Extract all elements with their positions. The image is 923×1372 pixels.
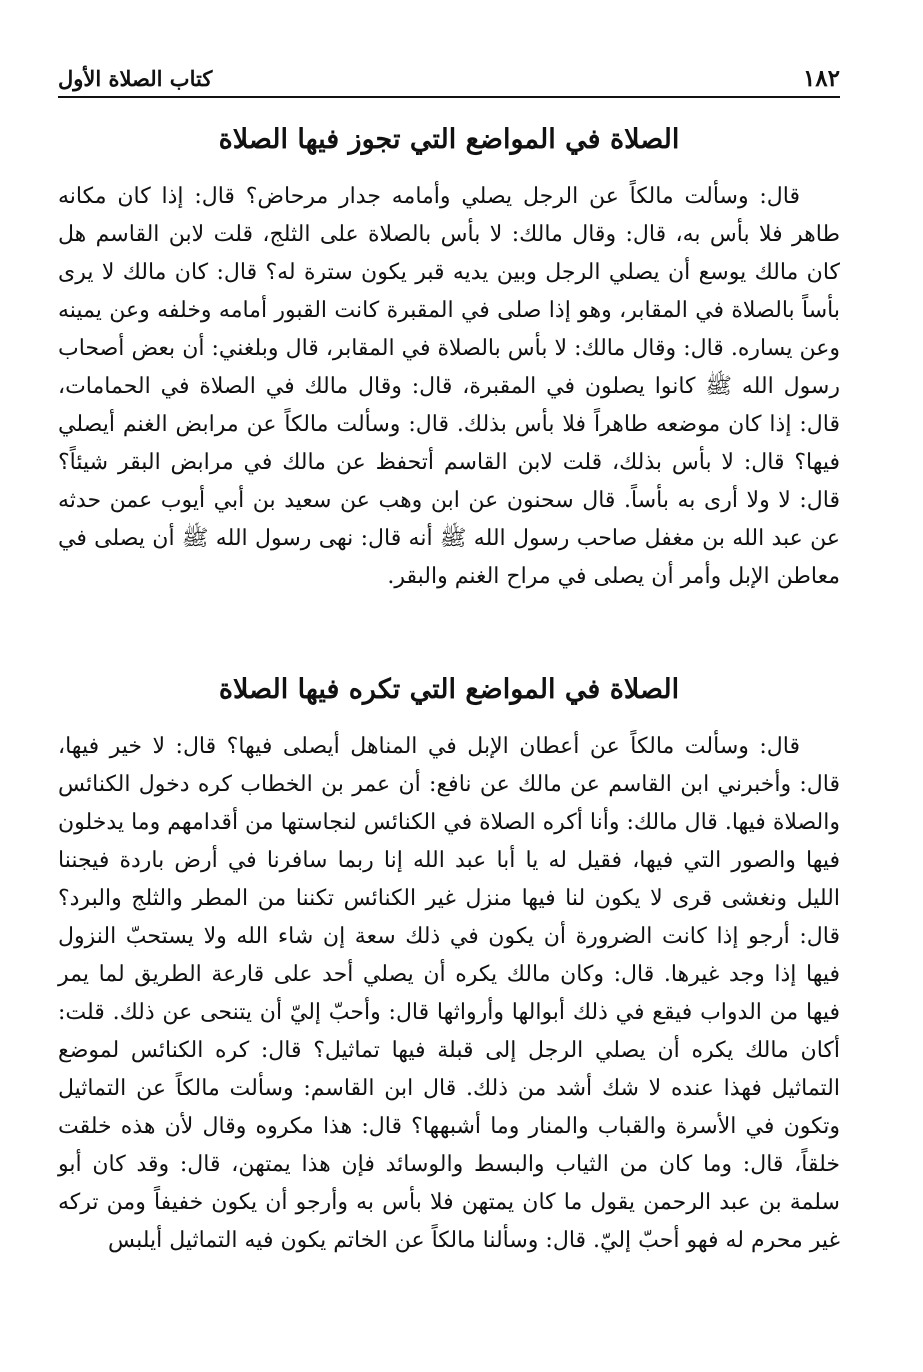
section-body <box>58 178 840 596</box>
running-header <box>58 60 840 98</box>
page-number: ١٨٢ <box>802 64 840 92</box>
paragraph: قال: وسألت مالكاً عن الرجل يصلي وأمامه جدار مرحاض؟ قال: إذا كان مكانه طاهر فلا بأس به، قال: وقال مالك: لا بأس بالصلاة على الثلج، قلت لابن القاسم هل كان مالك يوسع أن يصلي الرجل وبين يديه قبر يكون سترة له؟ قال: كان مالك لا يرى بأساً بالصلاة في المقابر، وهو إذا صلى في المقبرة كانت القبور أمامه وخلفه وعن يمينه وعن يساره. قال: وقال مالك: لا بأس بالصلاة في المقابر، قال وبلغني: أن بعض أصحاب رسول الله ﷺ كانوا يصلون في المقبرة، قال: وقال مالك في الصلاة في الحمامات، قال: إذا كان موضعه طاهراً فلا بأس بذلك. قال: وسألت مالكاً عن مرابض الغنم أيصلي فيها؟ قال: لا بأس بذلك، قلت لابن القاسم أتحفظ عن مالك في مرابض البقر شيئاً؟ قال: لا ولا أرى به بأساً. قال سحنون عن ابن وهب عن سعيد بن أبي أيوب عمن حدثه عن عبد الله بن مغفل صاحب رسول الله ﷺ أنه قال: نهى رسول الله ﷺ أن يصلى في معاطن الإبل وأمر أن يصلى في مراح الغنم والبقر. <box>58 184 841 589</box>
book-title: كتاب الصلاة الأول <box>58 65 213 91</box>
paragraph: قال: وسألت مالكاً عن أعطان الإبل في المناهل أيصلى فيها؟ قال: لا خير فيها، قال: وأخبرني ابن القاسم عن مالك عن نافع: أن عمر بن الخطاب كره دخول الكنائس والصلاة فيها. قال مالك: وأنا أكره الصلاة في الكنائس لنجاستها من أقدامهم وما يدخلون فيها والصور التي فيها، فقيل له يا أبا عبد الله إنا ربما سافرنا في أرض باردة فيجننا الليل ونغشى قرى لا يكون لنا فيها منزل غير الكنائس تكننا من المطر والثلج والبرد؟ قال: أرجو إذا كانت الضرورة أن يكون في ذلك سعة إن شاء الله ولا يستحبّ النزول فيها إذا وجد غيرها. قال: وكان مالك يكره أن يصلي أحد على قارعة الطريق لما يمر فيها من الدواب فيقع في ذلك أبوالها وأرواثها قال: وأحبّ إليّ أن يتنحى عن ذلك. قلت: أكان مالك يكره أن يصلي الرجل إلى قبلة فيها تماثيل؟ قال: كره الكنائس لموضع التماثيل فهذا عنده لا شك أشد من ذلك. قال ابن القاسم: وسألت مالكاً عن التماثيل وتكون في الأسرة والقباب والمنار وما أشبهها؟ قال: هذا مكروه وقال لأن هذه خلقت خلقاً، قال: وما كان من الثياب والبسط والوسائد فإن هذا يمتهن، قال: وقد كان أبو سلمة بن عبد الرحمن يقول ما كان يمتهن فلا بأس به وأرجو أن يكون خفيفاً ومن تركه غير محرم له فهو أحبّ إليّ. قال: وسألنا مالكاً عن الخاتم يكون فيه التماثيل أيلبس <box>58 734 840 1253</box>
section-title: الصلاة في المواضع التي تجوز فيها الصلاة <box>218 124 680 155</box>
section-title: الصلاة في المواضع التي تكره فيها الصلاة <box>218 674 680 705</box>
section-body <box>58 728 840 1260</box>
